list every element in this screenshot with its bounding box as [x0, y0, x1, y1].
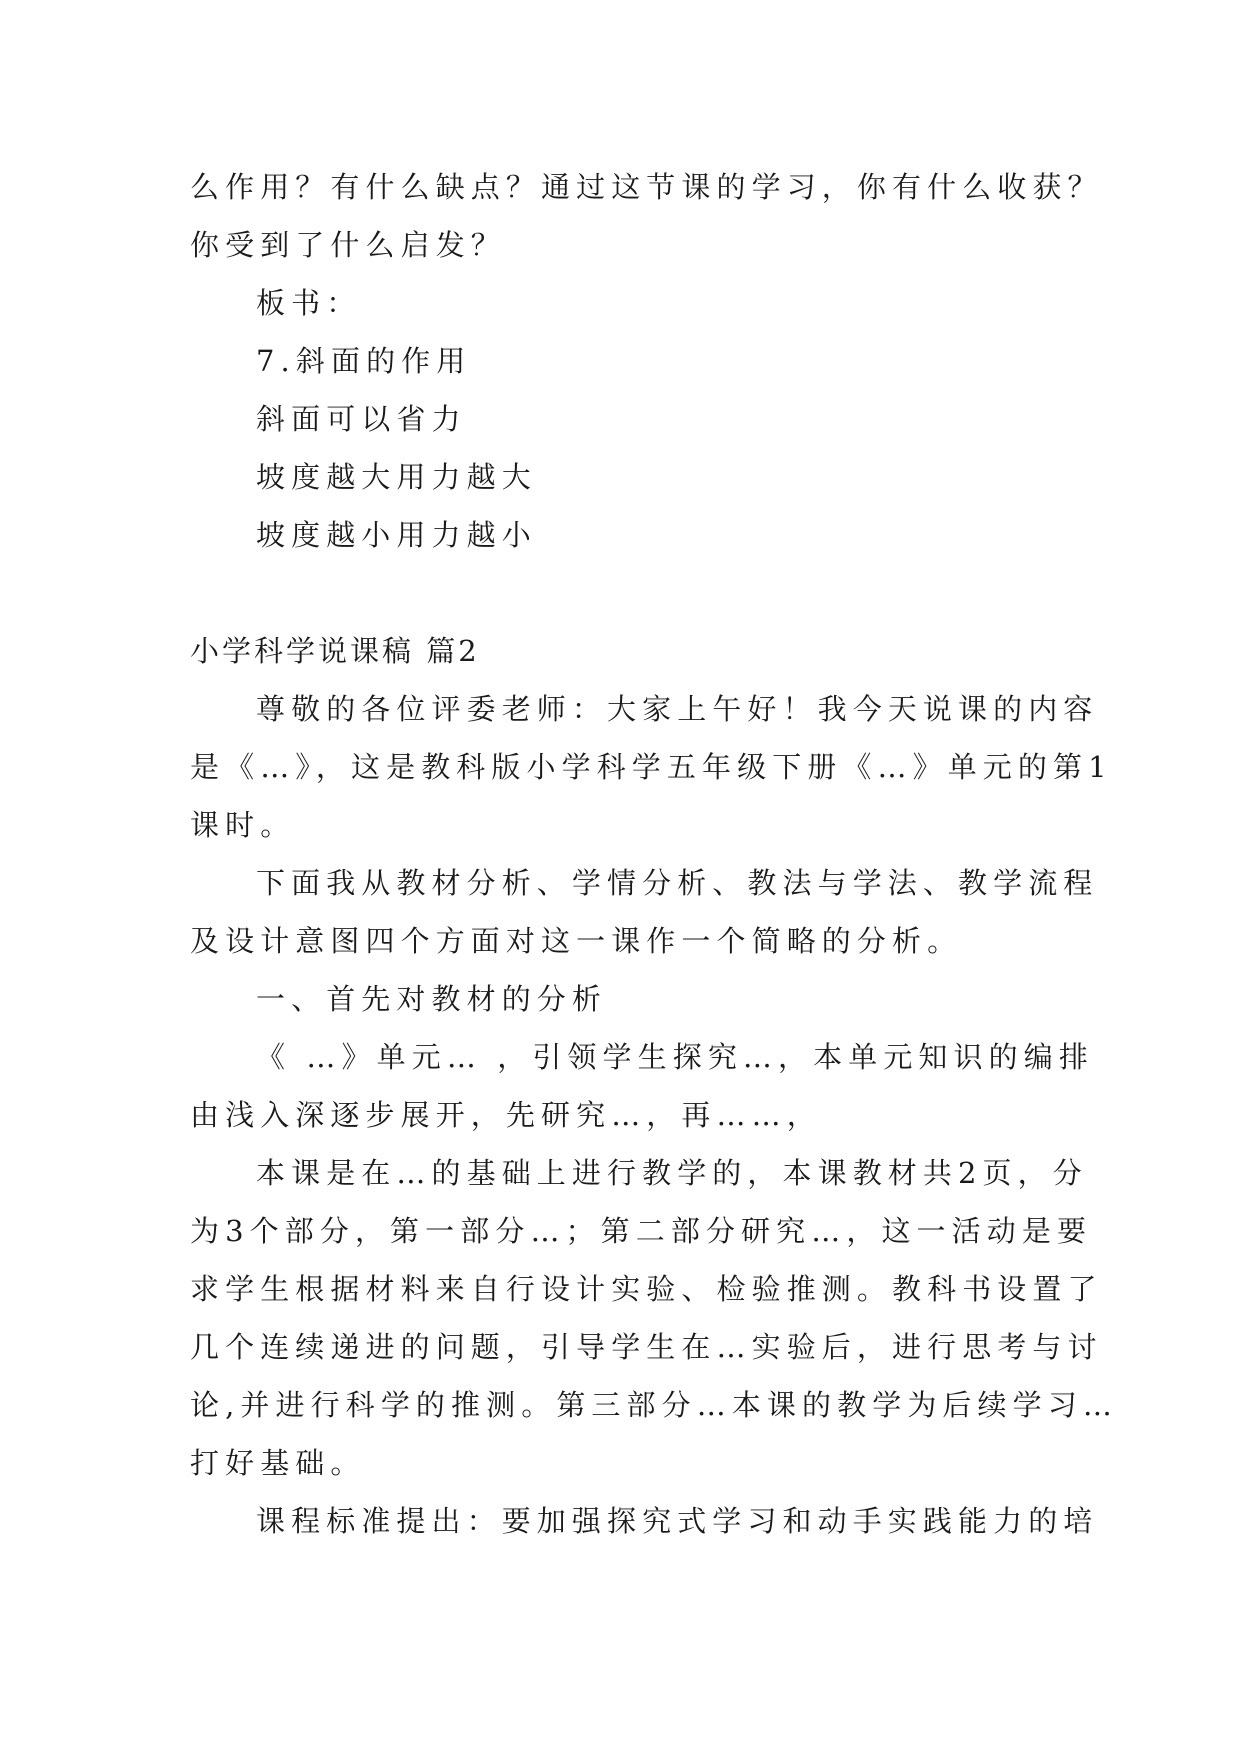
paragraph-line: 《 …》单元… ，引领学生探究…，本单元知识的编排	[256, 1040, 1094, 1074]
paragraph-line: 论,并进行科学的推测。第三部分…本课的教学为后续学习…	[190, 1388, 1118, 1422]
paragraph-line: 课程标准提出：要加强探究式学习和动手实践能力的培	[256, 1504, 1099, 1538]
section-heading: 小学科学说课稿 篇2	[190, 634, 480, 668]
paragraph-line: 课时。	[190, 808, 296, 842]
paragraph-line: 求学生根据材料来自行设计实验、检验推测。教科书设置了	[190, 1272, 1103, 1306]
paragraph-line: 本课是在…的基础上进行教学的，本课教材共2页，分	[256, 1156, 1088, 1190]
paragraph-line: 打好基础。	[190, 1446, 366, 1480]
paragraph-line: 下面我从教材分析、学情分析、教法与学法、教学流程	[256, 866, 1099, 900]
document-page	[190, 158, 1118, 1550]
blackboard-line: 斜面可以省力	[256, 402, 467, 436]
text-line: 你受到了什么启发？	[190, 228, 506, 262]
text-line: 么作用？有什么缺点？通过这节课的学习，你有什么收获？	[190, 170, 1103, 204]
paragraph-line: 尊敬的各位评委老师：大家上午好！我今天说课的内容	[256, 692, 1099, 726]
paragraph-line: 是《…》，这是教科版小学科学五年级下册《…》单元的第1	[190, 750, 1113, 784]
blackboard-line: 7.斜面的作用	[256, 344, 472, 378]
blackboard-line: 坡度越小用力越小	[256, 518, 537, 552]
paragraph-line: 为3个部分，第一部分…；第二部分研究…，这一活动是要	[190, 1214, 1093, 1248]
paragraph-line: 由浅入深逐步展开，先研究…，再……，	[190, 1098, 822, 1132]
paragraph-line: 及设计意图四个方面对这一课作一个简略的分析。	[190, 924, 963, 958]
blackboard-line: 坡度越大用力越大	[256, 460, 537, 494]
subheading: 一、首先对教材的分析	[256, 982, 608, 1016]
paragraph-line: 几个连续递进的问题，引导学生在…实验后，进行思考与讨	[190, 1330, 1103, 1364]
section-gap	[190, 564, 1056, 622]
blackboard-label: 板书：	[256, 286, 362, 320]
